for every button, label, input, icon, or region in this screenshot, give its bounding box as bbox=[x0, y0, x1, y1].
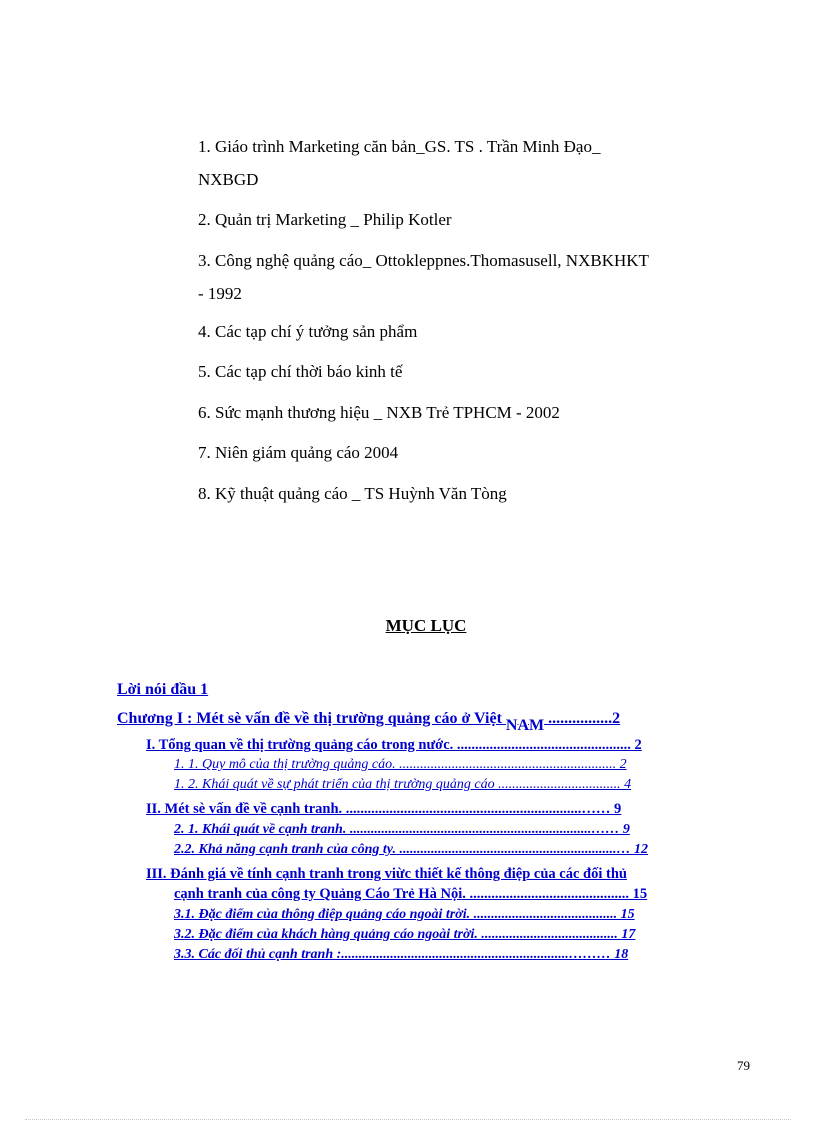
reference-item bbox=[198, 315, 417, 348]
reference-text-continued: - 1992 bbox=[198, 284, 242, 303]
reference-item bbox=[198, 244, 649, 310]
reference-text: 7. Niên giám quảng cáo 2004 bbox=[198, 443, 399, 462]
reference-text: 3. Công nghệ quảng cáo_ Ottokleppnes.Thomasusell, NXBKHKT bbox=[198, 251, 649, 270]
reference-text: 1. Giáo trình Marketing căn bản_GS. TS . Trần Minh Đạo_ bbox=[198, 137, 601, 156]
page-number: 79 bbox=[737, 1058, 750, 1073]
toc-link-3-3[interactable]: 3.3. Các đối thủ cạnh tranh :.................................................................……… 18 bbox=[174, 947, 629, 962]
toc-link-text: Chương I : Mét sè vấn đề về thị trường quảng cáo ở Việt bbox=[117, 710, 506, 727]
footer-divider bbox=[25, 1119, 791, 1120]
toc-link-chuong-1[interactable] bbox=[117, 710, 621, 734]
toc-link-section-3[interactable]: III. Đánh giá về tính cạnh tranh trong viừc thiết kế thông điệp của các đối thủ bbox=[146, 866, 627, 882]
reference-text: 4. Các tạp chí ý tưởng sản phẩm bbox=[198, 322, 418, 341]
toc-link-section-3-continued[interactable]: cạnh tranh của công ty Quảng Cáo Trẻ Hà Nội. ............................................ 15 bbox=[174, 886, 648, 902]
toc-link-3-1[interactable]: 3.1. Đặc điểm của thông điệp quảng cáo ngoài trời. ......................................... 15 bbox=[174, 907, 635, 922]
toc-link-loi-noi-dau[interactable]: Lời nói đầu 1 bbox=[117, 681, 209, 698]
reference-item bbox=[198, 477, 507, 510]
reference-text: 6. Sức mạnh thương hiệu _ NXB Trẻ TPHCM - 2002 bbox=[198, 403, 560, 422]
reference-text-continued: NXBGD bbox=[198, 170, 259, 189]
toc-link-1-1[interactable]: 1. 1. Quy mô của thị trường quảng cáo. .............................................................. 2 bbox=[174, 757, 627, 772]
toc-link-page: ................2 bbox=[544, 710, 621, 727]
reference-item bbox=[198, 203, 452, 236]
toc-link-1-2[interactable]: 1. 2. Khái quát về sự phát triển của thị trường quảng cáo ................................... 4 bbox=[174, 777, 632, 792]
reference-item bbox=[198, 436, 398, 469]
reference-text: 8. Kỹ thuật quảng cáo _ TS Huỳnh Văn Tòng bbox=[198, 484, 507, 503]
toc-title: MỤC LỤC bbox=[385, 616, 467, 635]
reference-text: 2. Quản trị Marketing _ Philip Kotler bbox=[198, 210, 452, 229]
toc-link-3-2[interactable]: 3.2. Đặc điểm của khách hàng quảng cáo ngoài trời. ....................................... 17 bbox=[174, 927, 636, 942]
toc-link-subtext: NAM bbox=[505, 717, 545, 734]
toc-link-section-2[interactable]: II. Mét sè vấn đề về cạnh tranh. .................................................................…… 9 bbox=[146, 801, 622, 817]
toc-link-2-2[interactable]: 2.2. Khả năng cạnh tranh của công ty. ..............................................................… 12 bbox=[174, 842, 648, 857]
reference-text: 5. Các tạp chí thời báo kinh tế bbox=[198, 362, 403, 381]
toc-link-section-1[interactable]: I. Tổng quan về thị trường quảng cáo trong nước. ................................................ 2 bbox=[146, 737, 642, 753]
reference-item bbox=[198, 355, 402, 388]
reference-item bbox=[198, 396, 560, 429]
toc-link-2-1[interactable]: 2. 1. Khái quát về cạnh tranh. .....................................................................…… 9 bbox=[174, 822, 630, 837]
reference-item bbox=[198, 130, 600, 196]
